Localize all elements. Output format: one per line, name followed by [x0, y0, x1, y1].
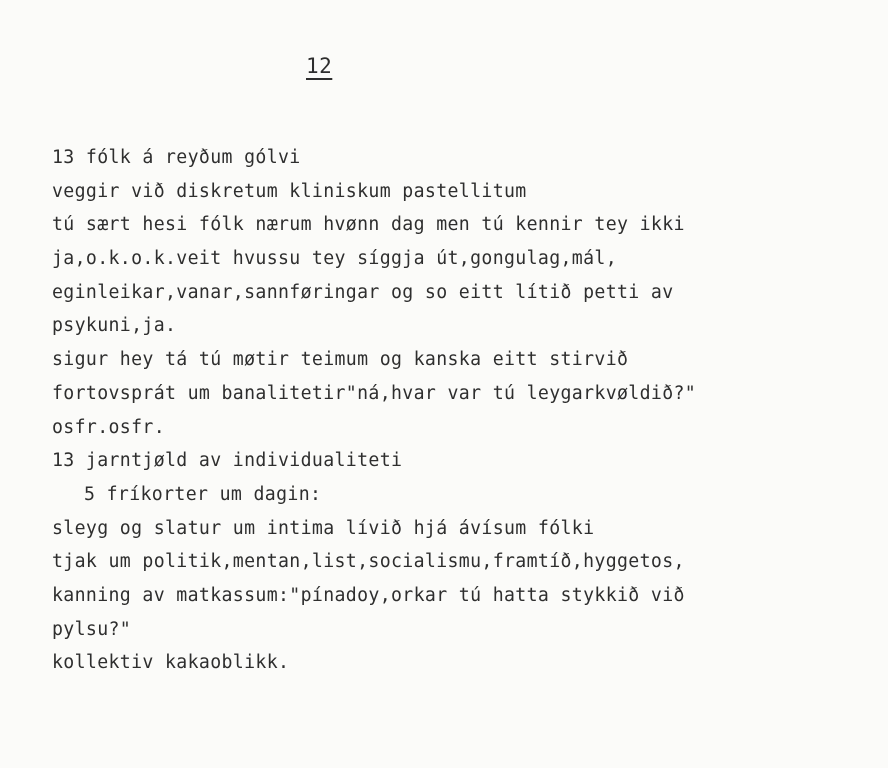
text-line: ja,o.k.o.k.veit hvussu tey síggja út,gongulag,mál, [52, 248, 617, 270]
text-line: 13 fólk á reyðum gólvi [52, 147, 301, 168]
text-line: tjak um politik,mentan,list,socialismu,framtíð,hyggetos, [52, 551, 685, 573]
text-line: fortovsprát um banalitetir"ná,hvar var tú leygarkvøldið?" [52, 382, 697, 404]
text-line: sleyg og slatur um intima lívið hjá ávísum fólki [52, 517, 595, 539]
poem-text [52, 141, 882, 680]
text-line: veggir við diskretum kliniskum pastellitum [52, 180, 527, 202]
text-line: pylsu?" [52, 618, 132, 640]
page-number: 12 [306, 54, 333, 78]
text-line: kanning av matkassum:"pínadoy,orkar tú hatta stykkið við [52, 584, 685, 606]
text-line: kollektiv kakaoblikk. [52, 652, 290, 674]
text-line-indented: 5 fríkorter um dagin: [84, 483, 322, 505]
text-line: tú sært hesi fólk nærum hvønn dag men tú kennir tey ikki [52, 214, 685, 236]
text-line: eginleikar,vanar,sannføringar og so eitt lítið petti av [52, 281, 674, 303]
text-line: psykuni,ja. [52, 315, 177, 337]
text-line: osfr.osfr. [52, 416, 165, 438]
text-line: 13 jarntjøld av individualiteti [52, 450, 403, 472]
text-line: sigur hey tá tú møtir teimum og kanska eitt stirvið [52, 349, 629, 371]
